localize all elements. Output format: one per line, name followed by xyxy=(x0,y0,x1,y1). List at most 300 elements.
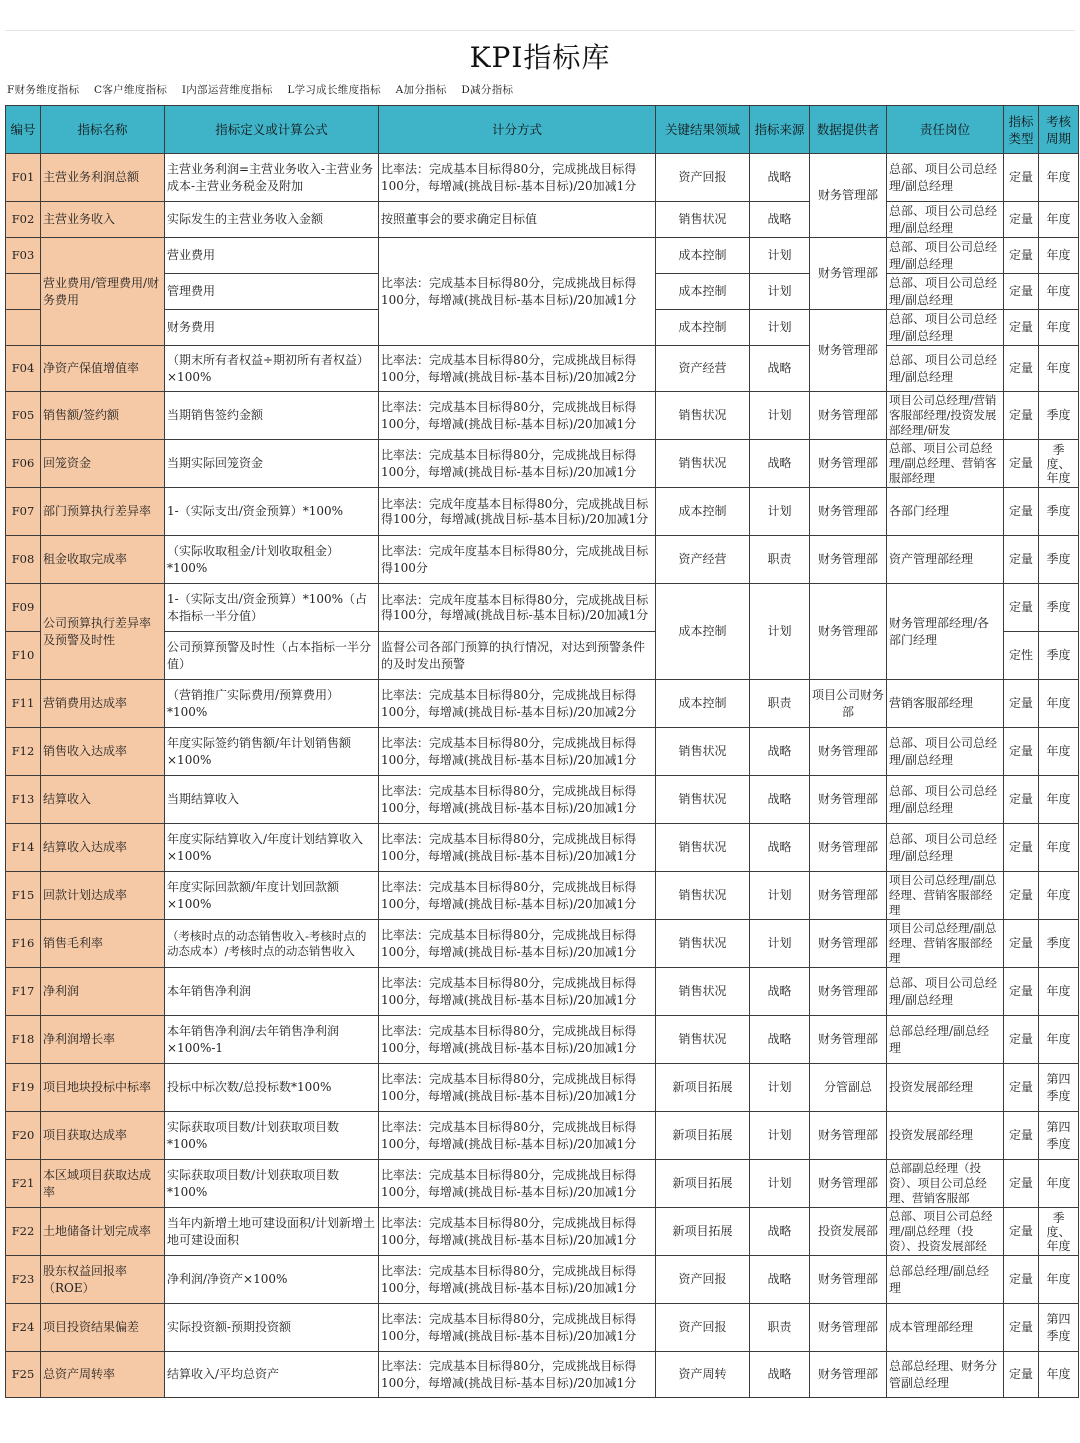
kpi-cycle: 年度 xyxy=(1039,824,1079,872)
kpi-code: F08 xyxy=(6,536,41,584)
kpi-scoring: 比率法：完成基本目标得80分，完成挑战目标得100分，每增减(挑战目标-基本目标)/20加减1分 xyxy=(379,968,656,1016)
legend-item: D减分指标 xyxy=(461,84,514,96)
legend-item: F财务维度指标 xyxy=(7,84,80,96)
table-row xyxy=(6,1256,1079,1304)
kpi-definition: （实际收取租金/计划收取租金）*100% xyxy=(165,536,379,584)
kpi-name: 净利润增长率 xyxy=(41,1016,165,1064)
kpi-code: F14 xyxy=(6,824,41,872)
kpi-definition: 实际投资额-预期投资额 xyxy=(165,1304,379,1352)
kpi-provider: 财务管理部 xyxy=(810,824,887,872)
kpi-provider: 财务管理部 xyxy=(810,728,887,776)
kpi-name: 本区域项目获取达成率 xyxy=(41,1160,165,1208)
kpi-code: F06 xyxy=(6,440,41,488)
kpi-source: 战略 xyxy=(750,202,810,238)
kpi-cycle: 年度 xyxy=(1039,872,1079,920)
kpi-name: 公司预算执行差异率及预警及时性 xyxy=(41,584,165,680)
table-row xyxy=(6,1016,1079,1064)
kpi-provider: 财务管理部 xyxy=(810,584,887,680)
kpi-cycle: 年度 xyxy=(1039,274,1079,310)
kpi-type: 定量 xyxy=(1004,202,1039,238)
column-header: 责任岗位 xyxy=(887,106,1004,154)
kpi-definition: 1-（实际支出/资金预算）*100%（占本指标一半分值） xyxy=(165,584,379,632)
column-header: 关键结果领域 xyxy=(656,106,750,154)
kpi-cycle: 年度 xyxy=(1039,968,1079,1016)
kpi-code: F04 xyxy=(6,346,41,392)
kpi-post: 总部总经理/副总经理 xyxy=(887,1016,1004,1064)
kpi-cycle: 季度 xyxy=(1039,920,1079,968)
kpi-cycle: 第四季度 xyxy=(1039,1112,1079,1160)
kpi-area: 销售状况 xyxy=(656,1016,750,1064)
kpi-area: 销售状况 xyxy=(656,440,750,488)
kpi-cycle: 年度 xyxy=(1039,1352,1079,1398)
kpi-scoring: 比率法：完成年度基本目标得80分，完成挑战目标得100分，每增减(挑战目标-基本目标)/20加减1分 xyxy=(379,488,656,536)
kpi-scoring: 比率法：完成基本目标得80分，完成挑战目标得100分，每增减(挑战目标-基本目标)/20加减1分 xyxy=(379,1208,656,1256)
kpi-provider: 财务管理部 xyxy=(810,440,887,488)
kpi-name: 结算收入 xyxy=(41,776,165,824)
kpi-area: 销售状况 xyxy=(656,872,750,920)
kpi-name: 净资产保值增值率 xyxy=(41,346,165,392)
kpi-name: 回笼资金 xyxy=(41,440,165,488)
kpi-cycle: 季度 xyxy=(1039,488,1079,536)
kpi-provider: 财务管理部 xyxy=(810,776,887,824)
kpi-name: 销售毛利率 xyxy=(41,920,165,968)
table-row xyxy=(6,584,1079,632)
kpi-post: 总部、项目公司总经理/副总经理 xyxy=(887,202,1004,238)
column-header: 指标类型 xyxy=(1004,106,1039,154)
table-row xyxy=(6,1208,1079,1256)
kpi-name: 回款计划达成率 xyxy=(41,872,165,920)
kpi-source: 战略 xyxy=(750,824,810,872)
kpi-cycle: 年度 xyxy=(1039,238,1079,274)
kpi-source: 计划 xyxy=(750,1112,810,1160)
page-title: KPI指标库 xyxy=(469,41,611,74)
kpi-post: 总部总经理、财务分管副总经理 xyxy=(887,1352,1004,1398)
kpi-post: 成本管理部经理 xyxy=(887,1304,1004,1352)
kpi-definition: 财务费用 xyxy=(165,310,379,346)
table-row xyxy=(6,202,1079,238)
kpi-cycle: 年度 xyxy=(1039,346,1079,392)
kpi-definition: 实际获取项目数/计划获取项目数*100% xyxy=(165,1112,379,1160)
dimension-legend xyxy=(7,82,524,97)
column-header: 指标名称 xyxy=(41,106,165,154)
kpi-provider: 财务管理部 xyxy=(810,310,887,392)
kpi-scoring: 比率法：完成基本目标得80分，完成挑战目标得100分，每增减(挑战目标-基本目标)/20加减2分 xyxy=(379,346,656,392)
kpi-type: 定性 xyxy=(1004,632,1039,680)
top-divider xyxy=(5,30,1075,31)
kpi-name: 销售额/签约额 xyxy=(41,392,165,440)
kpi-provider: 财务管理部 xyxy=(810,1112,887,1160)
kpi-post: 项目公司总经理/副总经理、营销客服部经理 xyxy=(887,920,1004,968)
kpi-code: F25 xyxy=(6,1352,41,1398)
kpi-type: 定量 xyxy=(1004,968,1039,1016)
kpi-type: 定量 xyxy=(1004,392,1039,440)
kpi-scoring: 比率法：完成基本目标得80分，完成挑战目标得100分，每增减(挑战目标-基本目标)/20加减1分 xyxy=(379,154,656,202)
kpi-type: 定量 xyxy=(1004,536,1039,584)
table-row xyxy=(6,238,1079,274)
kpi-area: 新项目拓展 xyxy=(656,1112,750,1160)
kpi-post: 项目公司总经理/营销客服部经理/投资发展部经理/研发 xyxy=(887,392,1004,440)
kpi-type: 定量 xyxy=(1004,238,1039,274)
kpi-definition: 年度实际回款额/年度计划回款额×100% xyxy=(165,872,379,920)
table-row xyxy=(6,1112,1079,1160)
kpi-code: F22 xyxy=(6,1208,41,1256)
table-row xyxy=(6,968,1079,1016)
kpi-area: 成本控制 xyxy=(656,274,750,310)
column-header: 指标定义或计算公式 xyxy=(165,106,379,154)
kpi-scoring: 按照董事会的要求确定目标值 xyxy=(379,202,656,238)
legend-item: L学习成长维度指标 xyxy=(287,84,381,96)
kpi-area: 资产回报 xyxy=(656,1304,750,1352)
kpi-code: F13 xyxy=(6,776,41,824)
kpi-cycle: 季度 xyxy=(1039,584,1079,632)
kpi-code: F17 xyxy=(6,968,41,1016)
kpi-cycle: 第四季度 xyxy=(1039,1064,1079,1112)
table-row xyxy=(6,392,1079,440)
kpi-area: 资产回报 xyxy=(656,1256,750,1304)
kpi-name: 主营业务收入 xyxy=(41,202,165,238)
kpi-cycle: 第四季度 xyxy=(1039,1304,1079,1352)
kpi-provider: 财务管理部 xyxy=(810,872,887,920)
kpi-definition: 年度实际结算收入/年度计划结算收入×100% xyxy=(165,824,379,872)
kpi-area: 销售状况 xyxy=(656,968,750,1016)
kpi-cycle: 年度 xyxy=(1039,776,1079,824)
table-row xyxy=(6,920,1079,968)
kpi-area: 资产经营 xyxy=(656,536,750,584)
kpi-code xyxy=(6,274,41,310)
kpi-cycle: 年度 xyxy=(1039,202,1079,238)
kpi-area: 销售状况 xyxy=(656,776,750,824)
kpi-post: 项目公司总经理/副总经理、营销客服部经理 xyxy=(887,872,1004,920)
kpi-provider: 财务管理部 xyxy=(810,536,887,584)
kpi-post: 财务管理部经理/各部门经理 xyxy=(887,584,1004,680)
kpi-provider: 投资发展部 xyxy=(810,1208,887,1256)
legend-item: A加分指标 xyxy=(395,84,447,96)
kpi-type: 定量 xyxy=(1004,1064,1039,1112)
kpi-provider: 财务管理部 xyxy=(810,1304,887,1352)
kpi-post: 总部、项目公司总经理/副总经理 xyxy=(887,824,1004,872)
kpi-post: 资产管理部经理 xyxy=(887,536,1004,584)
kpi-code: F02 xyxy=(6,202,41,238)
kpi-name: 结算收入达成率 xyxy=(41,824,165,872)
kpi-source: 战略 xyxy=(750,346,810,392)
kpi-source: 战略 xyxy=(750,440,810,488)
kpi-code: F20 xyxy=(6,1112,41,1160)
column-header: 计分方式 xyxy=(379,106,656,154)
kpi-scoring: 比率法：完成基本目标得80分，完成挑战目标得100分，每增减(挑战目标-基本目标)/20加减1分 xyxy=(379,728,656,776)
kpi-name: 总资产周转率 xyxy=(41,1352,165,1398)
table-row xyxy=(6,1304,1079,1352)
kpi-area: 成本控制 xyxy=(656,488,750,536)
kpi-provider: 财务管理部 xyxy=(810,1160,887,1208)
kpi-type: 定量 xyxy=(1004,1208,1039,1256)
kpi-type: 定量 xyxy=(1004,440,1039,488)
kpi-type: 定量 xyxy=(1004,346,1039,392)
kpi-code: F15 xyxy=(6,872,41,920)
kpi-source: 计划 xyxy=(750,488,810,536)
kpi-provider: 财务管理部 xyxy=(810,488,887,536)
kpi-name: 项目投资结果偏差 xyxy=(41,1304,165,1352)
kpi-area: 资产周转 xyxy=(656,1352,750,1398)
legend-item: C客户维度指标 xyxy=(94,84,168,96)
kpi-post: 总部、项目公司总经理/副总经理、营销客服部经理 xyxy=(887,440,1004,488)
kpi-type: 定量 xyxy=(1004,776,1039,824)
kpi-source: 计划 xyxy=(750,872,810,920)
column-header: 编号 xyxy=(6,106,41,154)
kpi-area: 成本控制 xyxy=(656,584,750,680)
kpi-source: 计划 xyxy=(750,274,810,310)
table-row xyxy=(6,1352,1079,1398)
kpi-type: 定量 xyxy=(1004,920,1039,968)
kpi-code: F09 xyxy=(6,584,41,632)
kpi-source: 战略 xyxy=(750,1352,810,1398)
kpi-definition: 投标中标次数/总投标数*100% xyxy=(165,1064,379,1112)
kpi-cycle: 年度 xyxy=(1039,1160,1079,1208)
kpi-definition: 实际获取项目数/计划获取项目数*100% xyxy=(165,1160,379,1208)
table-row xyxy=(6,728,1079,776)
kpi-post: 总部、项目公司总经理/副总经理 xyxy=(887,968,1004,1016)
kpi-source: 战略 xyxy=(750,154,810,202)
kpi-definition: 本年销售净利润 xyxy=(165,968,379,1016)
table-row xyxy=(6,536,1079,584)
column-header: 考核周期 xyxy=(1039,106,1079,154)
kpi-area: 新项目拓展 xyxy=(656,1064,750,1112)
table-row xyxy=(6,488,1079,536)
column-header: 数据提供者 xyxy=(810,106,887,154)
kpi-definition: （期末所有者权益÷期初所有者权益）×100% xyxy=(165,346,379,392)
kpi-post: 总部、项目公司总经理/副总经理（投资）、投资发展部经 xyxy=(887,1208,1004,1256)
kpi-code: F21 xyxy=(6,1160,41,1208)
kpi-provider: 财务管理部 xyxy=(810,154,887,238)
kpi-cycle: 年度 xyxy=(1039,728,1079,776)
kpi-area: 资产经营 xyxy=(656,346,750,392)
kpi-area: 销售状况 xyxy=(656,824,750,872)
kpi-cycle: 年度 xyxy=(1039,154,1079,202)
kpi-area: 新项目拓展 xyxy=(656,1208,750,1256)
kpi-source: 战略 xyxy=(750,1208,810,1256)
kpi-provider: 财务管理部 xyxy=(810,968,887,1016)
kpi-cycle: 季度 xyxy=(1039,536,1079,584)
kpi-post: 投资发展部经理 xyxy=(887,1064,1004,1112)
kpi-scoring: 比率法：完成基本目标得80分，完成挑战目标得100分，每增减(挑战目标-基本目标)/20加减1分 xyxy=(379,824,656,872)
kpi-code: F11 xyxy=(6,680,41,728)
kpi-type: 定量 xyxy=(1004,680,1039,728)
kpi-name: 净利润 xyxy=(41,968,165,1016)
kpi-scoring: 比率法：完成基本目标得80分，完成挑战目标得100分，每增减(挑战目标-基本目标)/20加减1分 xyxy=(379,1112,656,1160)
kpi-type: 定量 xyxy=(1004,1112,1039,1160)
kpi-definition: 净利润/净资产×100% xyxy=(165,1256,379,1304)
kpi-scoring: 监督公司各部门预算的执行情况，对达到预警条件的及时发出预警 xyxy=(379,632,656,680)
kpi-code: F12 xyxy=(6,728,41,776)
kpi-name: 部门预算执行差异率 xyxy=(41,488,165,536)
kpi-post: 总部、项目公司总经理/副总经理 xyxy=(887,238,1004,274)
kpi-scoring: 比率法：完成基本目标得80分，完成挑战目标得100分，每增减(挑战目标-基本目标)/20加减1分 xyxy=(379,1352,656,1398)
kpi-post: 总部、项目公司总经理/副总经理 xyxy=(887,776,1004,824)
kpi-type: 定量 xyxy=(1004,1160,1039,1208)
kpi-area: 销售状况 xyxy=(656,728,750,776)
kpi-provider: 财务管理部 xyxy=(810,392,887,440)
kpi-cycle: 季度、年度 xyxy=(1039,1208,1079,1256)
kpi-definition: 年度实际签约销售额/年计划销售额×100% xyxy=(165,728,379,776)
kpi-type: 定量 xyxy=(1004,1256,1039,1304)
kpi-cycle: 季度、年度 xyxy=(1039,440,1079,488)
kpi-source: 职责 xyxy=(750,680,810,728)
kpi-provider: 财务管理部 xyxy=(810,238,887,310)
kpi-type: 定量 xyxy=(1004,1304,1039,1352)
kpi-source: 战略 xyxy=(750,1256,810,1304)
kpi-source: 战略 xyxy=(750,728,810,776)
kpi-definition: 当期销售签约金额 xyxy=(165,392,379,440)
kpi-cycle: 年度 xyxy=(1039,310,1079,346)
kpi-provider: 财务管理部 xyxy=(810,1016,887,1064)
kpi-type: 定量 xyxy=(1004,274,1039,310)
kpi-code: F05 xyxy=(6,392,41,440)
kpi-source: 战略 xyxy=(750,776,810,824)
kpi-code: F18 xyxy=(6,1016,41,1064)
table-row xyxy=(6,824,1079,872)
kpi-name: 主营业务利润总额 xyxy=(41,154,165,202)
kpi-scoring: 比率法：完成年度基本目标得80分，完成挑战目标得100分 xyxy=(379,536,656,584)
kpi-type: 定量 xyxy=(1004,728,1039,776)
kpi-name: 土地储备计划完成率 xyxy=(41,1208,165,1256)
kpi-area: 新项目拓展 xyxy=(656,1160,750,1208)
kpi-source: 计划 xyxy=(750,1064,810,1112)
table-row xyxy=(6,154,1079,202)
kpi-cycle: 季度 xyxy=(1039,392,1079,440)
kpi-post: 总部副总经理（投资）、项目公司总经理、营销客服部 xyxy=(887,1160,1004,1208)
kpi-definition: 管理费用 xyxy=(165,274,379,310)
kpi-area: 成本控制 xyxy=(656,310,750,346)
kpi-type: 定量 xyxy=(1004,310,1039,346)
kpi-name: 股东权益回报率（ROE） xyxy=(41,1256,165,1304)
table-row xyxy=(6,776,1079,824)
kpi-area: 成本控制 xyxy=(656,680,750,728)
kpi-source: 战略 xyxy=(750,1016,810,1064)
kpi-code: F01 xyxy=(6,154,41,202)
kpi-area: 资产回报 xyxy=(656,154,750,202)
kpi-definition: 当期结算收入 xyxy=(165,776,379,824)
kpi-provider: 财务管理部 xyxy=(810,1352,887,1398)
table-row xyxy=(6,680,1079,728)
kpi-code: F07 xyxy=(6,488,41,536)
kpi-post: 投资发展部经理 xyxy=(887,1112,1004,1160)
kpi-type: 定量 xyxy=(1004,1352,1039,1398)
kpi-source: 职责 xyxy=(750,536,810,584)
kpi-type: 定量 xyxy=(1004,824,1039,872)
kpi-scoring: 比率法：完成基本目标得80分，完成挑战目标得100分，每增减(挑战目标-基本目标)/20加减1分 xyxy=(379,776,656,824)
kpi-scoring: 比率法：完成年度基本目标得80分，完成挑战目标得100分，每增减(挑战目标-基本目标)/20加减1分 xyxy=(379,584,656,632)
kpi-post: 总部总经理/副总经理 xyxy=(887,1256,1004,1304)
kpi-provider: 财务管理部 xyxy=(810,1256,887,1304)
kpi-scoring: 比率法：完成基本目标得80分，完成挑战目标得100分，每增减(挑战目标-基本目标)/20加减2分 xyxy=(379,680,656,728)
column-header: 指标来源 xyxy=(750,106,810,154)
kpi-scoring: 比率法：完成基本目标得80分，完成挑战目标得100分，每增减(挑战目标-基本目标)/20加减1分 xyxy=(379,1064,656,1112)
kpi-code: F10 xyxy=(6,632,41,680)
kpi-scoring: 比率法：完成基本目标得80分，完成挑战目标得100分，每增减(挑战目标-基本目标)/20加减1分 xyxy=(379,238,656,346)
kpi-type: 定量 xyxy=(1004,488,1039,536)
kpi-source: 计划 xyxy=(750,310,810,346)
kpi-area: 销售状况 xyxy=(656,920,750,968)
kpi-name: 销售收入达成率 xyxy=(41,728,165,776)
kpi-cycle: 季度 xyxy=(1039,632,1079,680)
kpi-source: 职责 xyxy=(750,1304,810,1352)
kpi-scoring: 比率法：完成基本目标得80分，完成挑战目标得100分，每增减(挑战目标-基本目标)/20加减1分 xyxy=(379,920,656,968)
legend-item: I内部运营维度指标 xyxy=(181,84,273,96)
kpi-post: 营销客服部经理 xyxy=(887,680,1004,728)
kpi-type: 定量 xyxy=(1004,584,1039,632)
kpi-code: F19 xyxy=(6,1064,41,1112)
kpi-area: 销售状况 xyxy=(656,392,750,440)
kpi-scoring: 比率法：完成基本目标得80分，完成挑战目标得100分，每增减(挑战目标-基本目标)/20加减1分 xyxy=(379,1016,656,1064)
kpi-provider: 项目公司财务部 xyxy=(810,680,887,728)
table-row xyxy=(6,346,1079,392)
kpi-definition: 1-（实际支出/资金预算）*100% xyxy=(165,488,379,536)
kpi-post: 各部门经理 xyxy=(887,488,1004,536)
kpi-source: 计划 xyxy=(750,392,810,440)
kpi-post: 总部、项目公司总经理/副总经理 xyxy=(887,154,1004,202)
kpi-post: 总部、项目公司总经理/副总经理 xyxy=(887,274,1004,310)
kpi-cycle: 年度 xyxy=(1039,1256,1079,1304)
kpi-code: F16 xyxy=(6,920,41,968)
kpi-post: 总部、项目公司总经理/副总经理 xyxy=(887,728,1004,776)
kpi-definition: 结算收入/平均总资产 xyxy=(165,1352,379,1398)
kpi-post: 总部、项目公司总经理/副总经理 xyxy=(887,346,1004,392)
table-row xyxy=(6,1160,1079,1208)
kpi-scoring: 比率法：完成基本目标得80分，完成挑战目标得100分，每增减(挑战目标-基本目标)/20加减1分 xyxy=(379,440,656,488)
kpi-source: 计划 xyxy=(750,238,810,274)
kpi-definition: 当期实际回笼资金 xyxy=(165,440,379,488)
kpi-scoring: 比率法：完成基本目标得80分，完成挑战目标得100分，每增减(挑战目标-基本目标)/20加减1分 xyxy=(379,1304,656,1352)
kpi-definition: （考核时点的动态销售收入-考核时点的动态成本）/考核时点的动态销售收入 xyxy=(165,920,379,968)
kpi-type: 定量 xyxy=(1004,872,1039,920)
kpi-scoring: 比率法：完成基本目标得80分，完成挑战目标得100分，每增减(挑战目标-基本目标)/20加减1分 xyxy=(379,1256,656,1304)
table-row xyxy=(6,872,1079,920)
kpi-type: 定量 xyxy=(1004,154,1039,202)
kpi-name: 营销费用达成率 xyxy=(41,680,165,728)
kpi-cycle: 年度 xyxy=(1039,680,1079,728)
kpi-source: 计划 xyxy=(750,1160,810,1208)
kpi-name: 项目地块投标中标率 xyxy=(41,1064,165,1112)
kpi-definition: 主营业务利润=主营业务收入-主营业务成本-主营业务税金及附加 xyxy=(165,154,379,202)
table-header-row xyxy=(6,106,1079,154)
kpi-provider: 分管副总 xyxy=(810,1064,887,1112)
kpi-post: 总部、项目公司总经理/副总经理 xyxy=(887,310,1004,346)
table-row xyxy=(6,1064,1079,1112)
kpi-code: F24 xyxy=(6,1304,41,1352)
kpi-type: 定量 xyxy=(1004,1016,1039,1064)
kpi-name: 营业费用/管理费用/财务费用 xyxy=(41,238,165,346)
kpi-area: 成本控制 xyxy=(656,238,750,274)
kpi-source: 计划 xyxy=(750,920,810,968)
kpi-scoring: 比率法：完成基本目标得80分，完成挑战目标得100分，每增减(挑战目标-基本目标)/20加减1分 xyxy=(379,392,656,440)
kpi-area: 销售状况 xyxy=(656,202,750,238)
kpi-provider: 财务管理部 xyxy=(810,920,887,968)
kpi-definition: 当年内新增土地可建设面积/计划新增土地可建设面积 xyxy=(165,1208,379,1256)
kpi-code: F03 xyxy=(6,238,41,274)
kpi-source: 战略 xyxy=(750,968,810,1016)
kpi-code: F23 xyxy=(6,1256,41,1304)
kpi-table xyxy=(5,105,1079,1398)
kpi-definition: 本年销售净利润/去年销售净利润×100%-1 xyxy=(165,1016,379,1064)
kpi-scoring: 比率法：完成基本目标得80分，完成挑战目标得100分，每增减(挑战目标-基本目标)/20加减1分 xyxy=(379,872,656,920)
kpi-scoring: 比率法：完成基本目标得80分，完成挑战目标得100分，每增减(挑战目标-基本目标)/20加减1分 xyxy=(379,1160,656,1208)
kpi-definition: 营业费用 xyxy=(165,238,379,274)
kpi-definition: 实际发生的主营业务收入金额 xyxy=(165,202,379,238)
kpi-definition: （营销推广实际费用/预算费用）*100% xyxy=(165,680,379,728)
kpi-name: 租金收取完成率 xyxy=(41,536,165,584)
kpi-source: 计划 xyxy=(750,584,810,680)
kpi-cycle: 年度 xyxy=(1039,1016,1079,1064)
kpi-code xyxy=(6,310,41,346)
